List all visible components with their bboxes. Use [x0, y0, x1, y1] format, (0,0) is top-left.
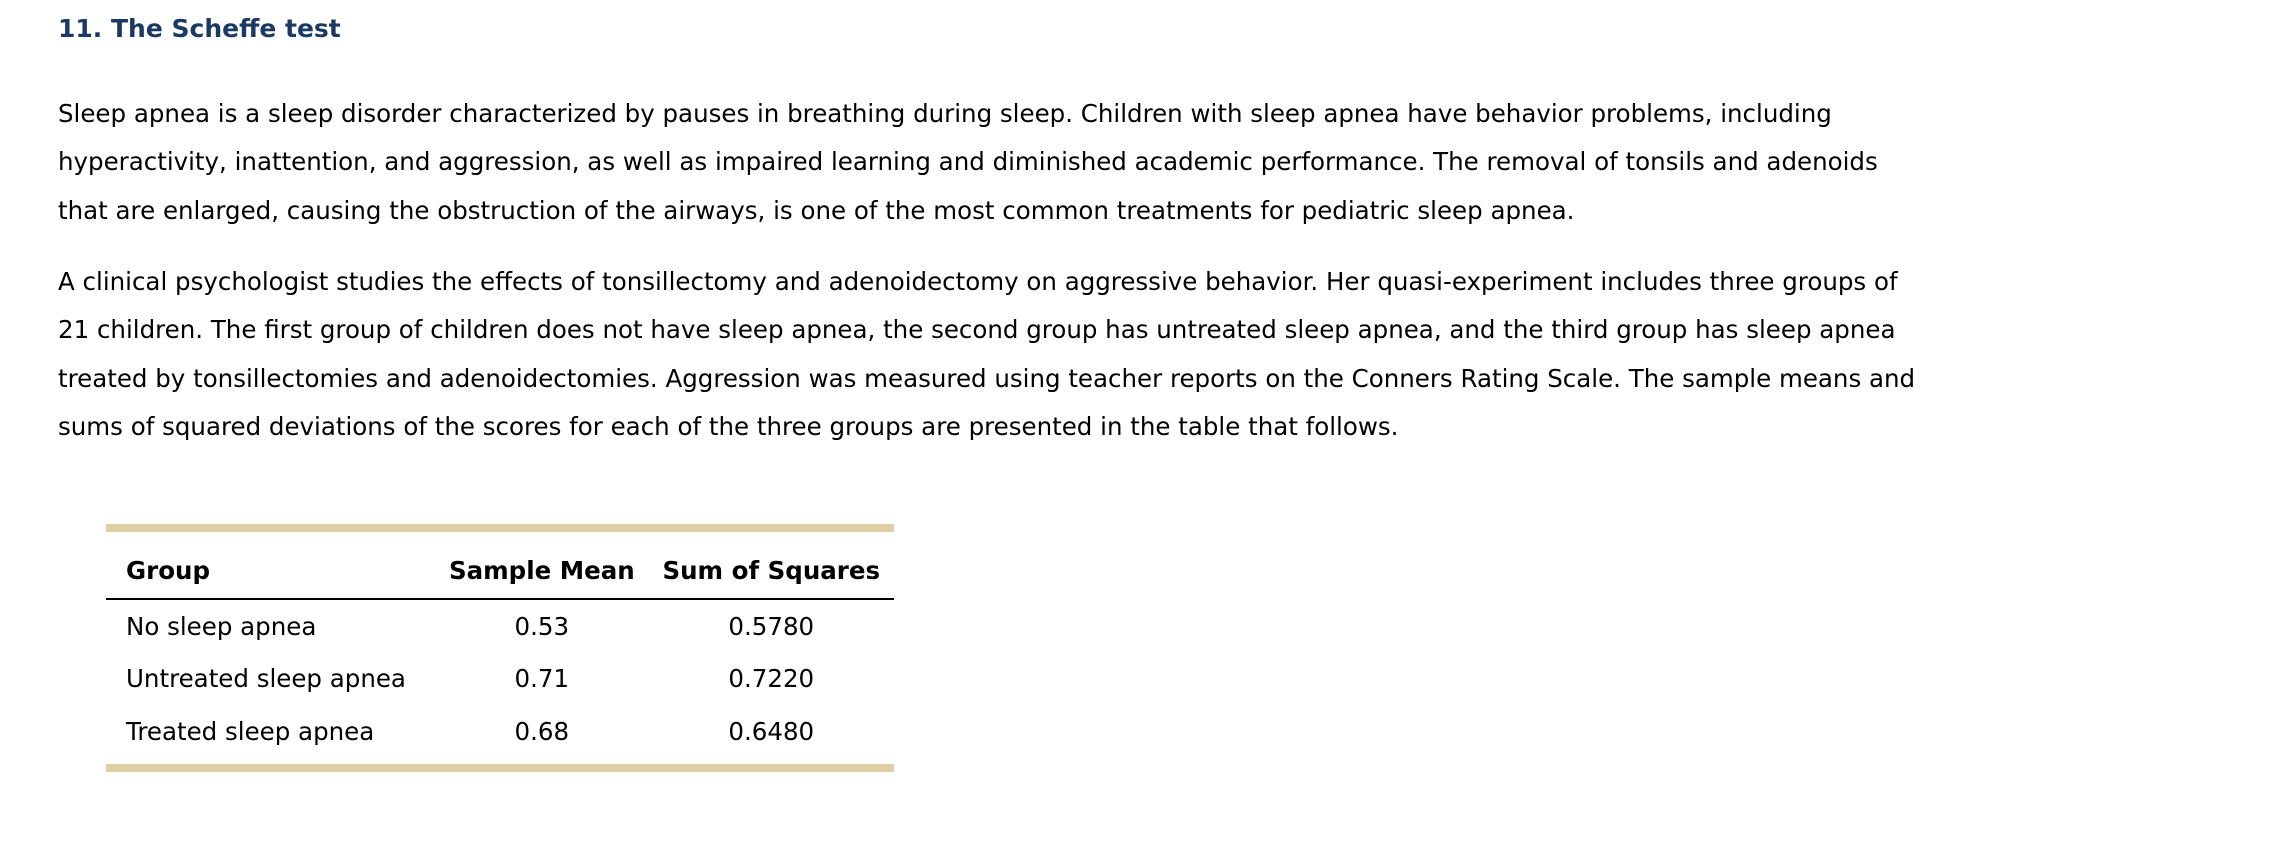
table-row — [106, 599, 894, 652]
cell-sum-of-squares: 0.6480 — [728, 716, 815, 746]
paragraph-line: sums of squared deviations of the scores for each of the three groups are presented in the table that follows. — [58, 411, 1399, 441]
table-header-row — [106, 532, 894, 599]
data-table — [106, 532, 894, 764]
header-sum-of-squares: Sum of Squares — [649, 532, 894, 599]
cell-sample-mean: 0.53 — [514, 611, 570, 641]
section-title: 11. The Scheffe test — [58, 14, 341, 43]
header-sample-mean: Sample Mean — [435, 532, 648, 599]
data-table-container — [106, 524, 894, 772]
table-row — [106, 704, 894, 764]
cell-group: Treated sleep apnea — [126, 716, 375, 746]
paragraph-line: treated by tonsillectomies and adenoidectomies. Aggression was measured using teacher reports on the Conners Rating Scale. The sample means and — [58, 363, 1916, 393]
cell-sum-of-squares: 0.5780 — [728, 611, 815, 641]
paragraph-line: 21 children. The first group of children does not have sleep apnea, the second group has untreated sleep apnea, and the third group has sleep apnea — [58, 315, 1896, 345]
paragraph-line: that are enlarged, causing the obstruction of the airways, is one of the most common treatments for pediatric sleep apnea. — [58, 195, 1575, 225]
header-group: Group — [106, 532, 435, 599]
cell-group: Untreated sleep apnea — [126, 663, 406, 693]
paragraph-line: hyperactivity, inattention, and aggression, as well as impaired learning and diminished academic performance. The removal of tonsils and adenoids — [58, 147, 1878, 177]
cell-group: No sleep apnea — [126, 611, 317, 641]
intro-paragraph — [58, 90, 1958, 235]
table-row — [106, 652, 894, 704]
paragraph-line: A clinical psychologist studies the effects of tonsillectomy and adenoidectomy on aggressive behavior. Her quasi-experiment includes three groups of — [58, 267, 1898, 296]
cell-sample-mean: 0.68 — [514, 716, 570, 746]
cell-sum-of-squares: 0.7220 — [728, 663, 815, 693]
table-top-rule — [106, 524, 894, 532]
table-bottom-rule — [106, 764, 894, 772]
cell-sample-mean: 0.71 — [514, 663, 570, 693]
study-paragraph — [58, 258, 1958, 451]
paragraph-line: Sleep apnea is a sleep disorder characterized by pauses in breathing during sleep. Children with sleep apnea have behavior problems, including — [58, 99, 1832, 128]
